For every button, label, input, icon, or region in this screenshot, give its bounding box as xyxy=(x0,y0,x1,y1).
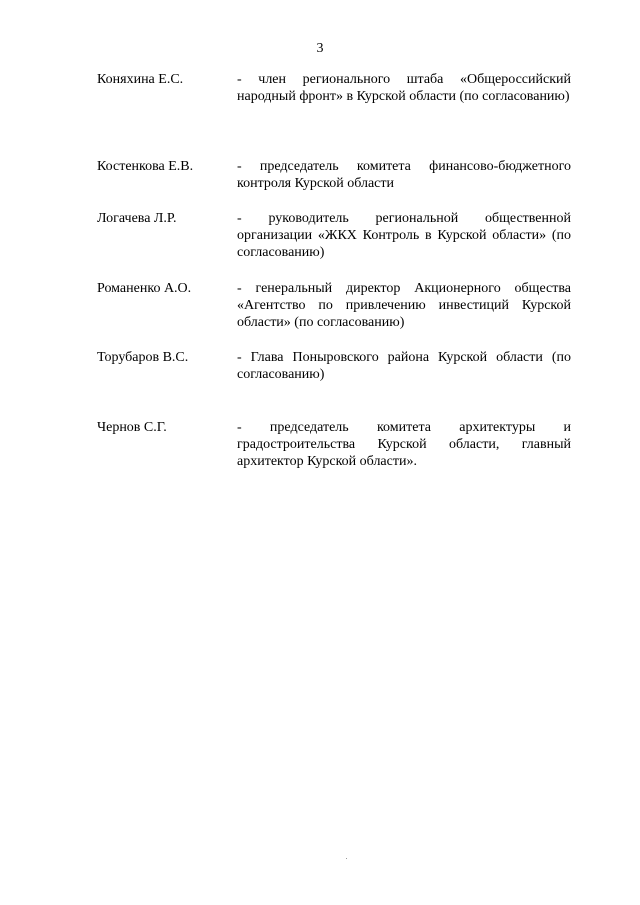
member-role: - руководитель региональной общественной организации «ЖКХ Контроль в Курской области» (по согласованию) xyxy=(237,211,571,260)
member-name: Костенкова Е.В. xyxy=(97,159,194,174)
member-role: - генеральный директор Акционерного общества «Агентство по привлечению инвестиций Курской области» (по согласованию) xyxy=(237,281,571,330)
member-role: - председатель комитета архитектуры и градостроительства Курской области, главный архитектор Курской области». xyxy=(237,420,571,469)
member-role: - председатель комитета финансово-бюджетного контроля Курской области xyxy=(237,159,571,191)
scan-speck xyxy=(346,858,347,859)
member-role: - член регионального штаба «Общероссийский народный фронт» в Курской области (по согласованию) xyxy=(237,72,571,104)
member-name: Торубаров В.С. xyxy=(97,350,189,365)
member-name: Логачева Л.Р. xyxy=(97,211,177,226)
member-name: Чернов С.Г. xyxy=(97,420,167,435)
member-name: Коняхина Е.С. xyxy=(97,72,184,87)
page-number: 3 xyxy=(316,41,324,56)
member-name: Романенко А.О. xyxy=(97,281,192,296)
member-role: - Глава Поныровского района Курской области (по согласованию) xyxy=(237,350,571,382)
